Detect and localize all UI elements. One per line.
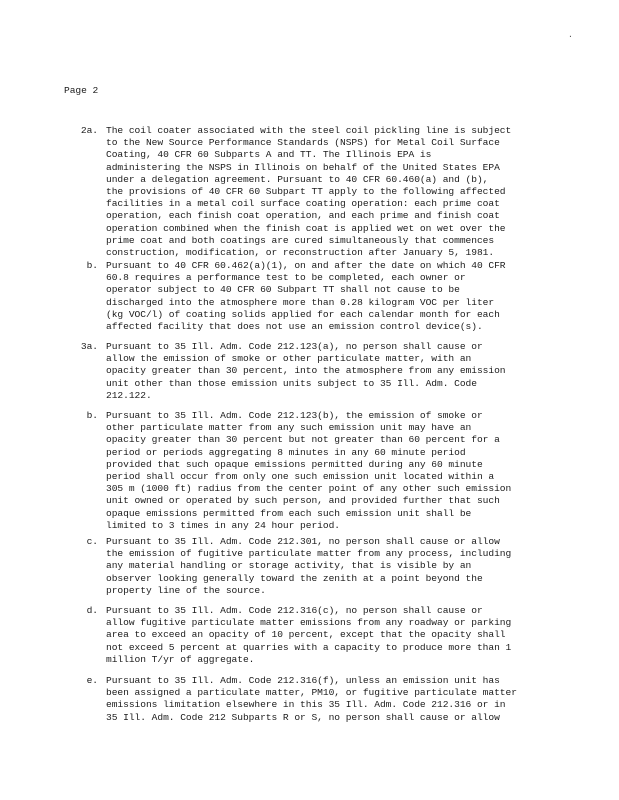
condition-marker: e. — [86, 675, 98, 686]
text-line: to the New Source Performance Standards (NSPS) for Metal Coil Surface — [106, 137, 500, 149]
text-line: allow the emission of smoke or other particulate matter, with an — [106, 353, 472, 365]
condition-marker: d. — [86, 605, 98, 616]
text-line: other particulate matter from any such emission unit may have an — [106, 422, 472, 434]
text-line: allow fugitive particulate matter emissions from any roadway or parking — [106, 617, 512, 629]
corner-mark: . — [568, 31, 573, 40]
condition-text — [106, 536, 566, 597]
text-line: affected facility that does not use an emission control device(s). — [106, 320, 483, 332]
text-line: 212.122. — [106, 389, 152, 401]
text-line: Pursuant to 35 Ill. Adm. Code 212.123(a), no person shall cause or — [106, 341, 483, 352]
text-line: The coil coater associated with the steel coil pickling line is subject — [106, 125, 512, 136]
text-line: 60.8 requires a performance test to be completed, each owner or — [106, 272, 466, 284]
text-line: Pursuant to 40 CFR 60.462(a)(1), on and after the date on which 40 CFR — [106, 260, 506, 271]
text-line: period shall occur from only one such emission unit located within a — [106, 470, 495, 482]
text-line: operation, each finish coat operation, and each prime and finish coat — [106, 210, 500, 222]
condition-text — [106, 260, 566, 333]
text-line: 35 Ill. Adm. Code 212 Subparts R or S, no person shall cause or allow — [106, 711, 500, 723]
text-line: limited to 3 times in any 24 hour period. — [106, 519, 340, 531]
text-line: property line of the source. — [106, 584, 266, 596]
condition-text — [106, 605, 566, 666]
text-line: (kg VOC/l) of coating solids applied for each calendar month for each — [106, 308, 500, 320]
text-line: opacity greater than 30 percent, into the atmosphere from any emission — [106, 365, 506, 377]
text-line: provided that such opaque emissions permitted during any 60 minute — [106, 458, 483, 470]
text-line: 305 m (1000 ft) radius from the center point of any other such emission — [106, 483, 512, 495]
text-line: prime coat and both coatings are cured simultaneously that commences — [106, 234, 495, 246]
text-line: the provisions of 40 CFR 60 Subpart TT apply to the following affected — [106, 185, 506, 197]
text-line: under a delegation agreement. Pursuant to 40 CFR 60.460(a) and (b), — [106, 173, 489, 185]
text-line: any material handling or storage activity, that is visible by an — [106, 560, 472, 572]
text-line: unit other than those emission units subject to 35 Ill. Adm. Code — [106, 377, 477, 389]
text-line: unit owned or operated by such person, and provided further that such — [106, 495, 500, 507]
condition-text — [106, 341, 566, 402]
text-line: period or periods aggregating 8 minutes in any 60 minute period — [106, 446, 466, 458]
text-line: construction, modification, or reconstruction after January 5, 1981. — [106, 246, 495, 258]
condition-marker: b. — [86, 410, 98, 421]
text-line: Pursuant to 35 Ill. Adm. Code 212.123(b), the emission of smoke or — [106, 410, 483, 421]
text-line: area to exceed an opacity of 10 percent, except that the opacity shall — [106, 629, 506, 641]
text-line: opaque emissions permitted from each such emission unit shall be — [106, 507, 472, 519]
text-line: facilities in a metal coil surface coating operation: each prime coat — [106, 198, 500, 210]
condition-text — [106, 410, 566, 532]
condition-text — [106, 675, 566, 724]
text-line: Pursuant to 35 Ill. Adm. Code 212.316(f), unless an emission unit has — [106, 675, 500, 686]
text-line: Pursuant to 35 Ill. Adm. Code 212.301, no person shall cause or allow — [106, 536, 500, 547]
text-line: observer looking generally toward the zenith at a point beyond the — [106, 572, 483, 584]
text-line: opacity greater than 30 percent but not greater than 60 percent for a — [106, 434, 500, 446]
text-line: operator subject to 40 CFR 60 Subpart TT shall not cause to be — [106, 284, 460, 296]
text-line: Pursuant to 35 Ill. Adm. Code 212.316(c), no person shall cause or — [106, 605, 483, 616]
text-line: million T/yr of aggregate. — [106, 653, 255, 665]
text-line: the emission of fugitive particulate matter from any process, including — [106, 548, 512, 560]
condition-marker: c. — [86, 536, 98, 547]
condition-text — [106, 125, 566, 259]
text-line: been assigned a particulate matter, PM10, or fugitive particulate matter — [106, 687, 517, 699]
text-line: not exceed 5 percent at quarries with a capacity to produce more than 1 — [106, 641, 512, 653]
condition-marker: 2a. — [80, 125, 98, 136]
text-line: emissions limitation elsewhere in this 35 Ill. Adm. Code 212.316 or in — [106, 699, 506, 711]
condition-marker: b. — [86, 260, 98, 271]
text-line: discharged into the atmosphere more than 0.28 kilogram VOC per liter — [106, 296, 495, 308]
text-line: operation combined when the finish coat is applied wet on wet over the — [106, 222, 506, 234]
text-line: Coating, 40 CFR 60 Subparts A and TT. The Illinois EPA is — [106, 149, 432, 161]
page-number-label: Page 2 — [64, 85, 99, 96]
condition-marker: 3a. — [80, 341, 98, 352]
text-line: administering the NSPS in Illinois on behalf of the United States EPA — [106, 161, 500, 173]
